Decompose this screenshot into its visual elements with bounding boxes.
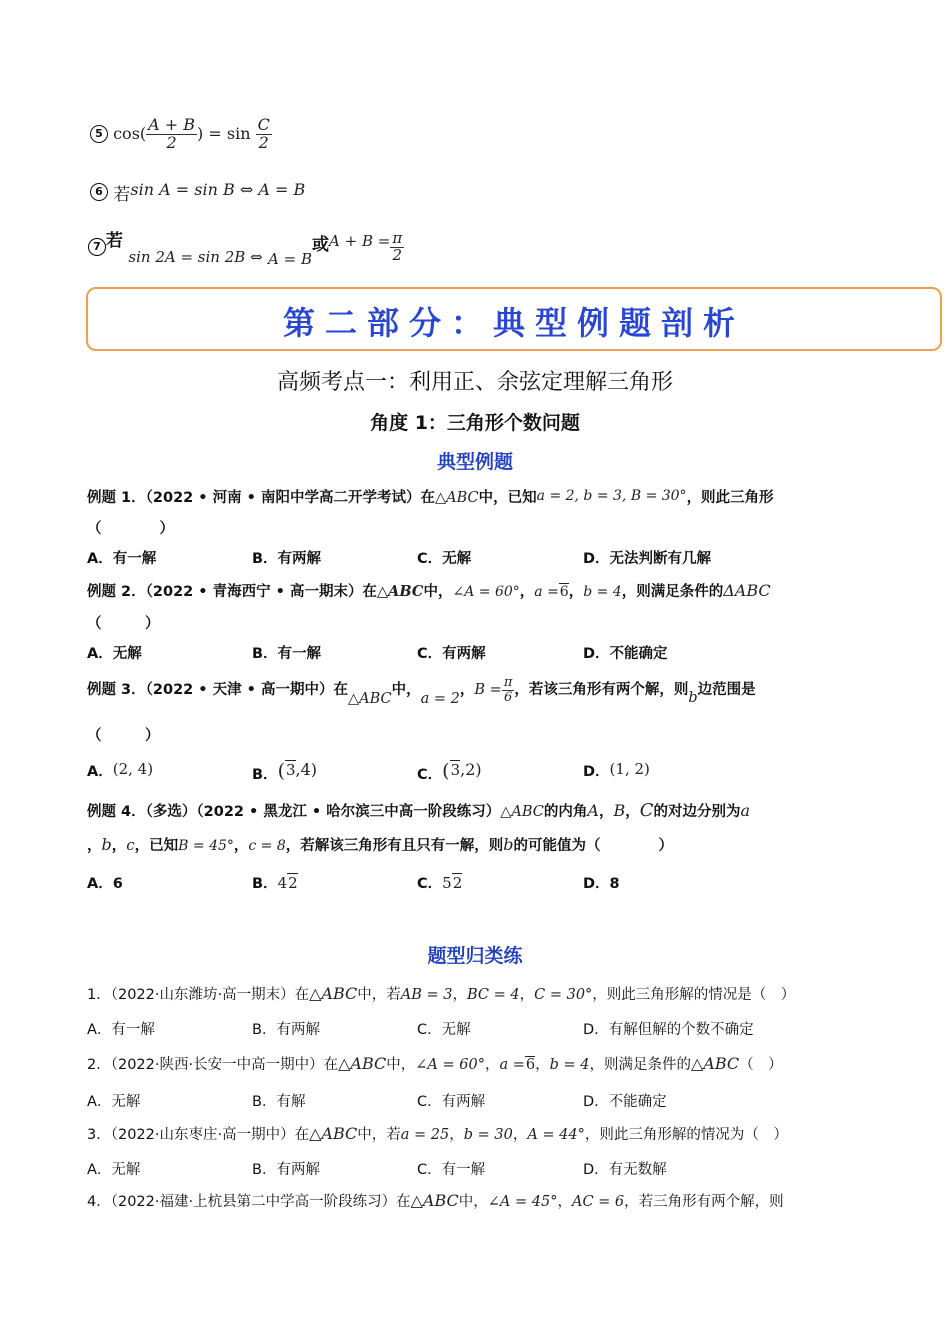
example-3-label: 例题 3． — [87, 682, 146, 699]
practice-2-option-c[interactable]: C．有两解 — [417, 1094, 486, 1110]
practice-1-c3: C = 30° — [534, 987, 593, 1003]
example-3-line: 例题 3．（2022 • 天津 • 高一期中）在△ABC中，a = 2，B = $\frac{\pi}{6}$ ，若该三角形有两个解，则b边范围是 — [87, 675, 756, 708]
example-2-c3: b = 4 — [583, 584, 622, 600]
example-3-option-d[interactable] — [583, 760, 650, 781]
example-4-option-d[interactable] — [583, 872, 620, 893]
practice-2-line: 2．（2022·陕西·长安一中高一期中）在△ABC中，∠A = 60°，a =6，b = 4，则满足条件的△ABC（ ） — [87, 1054, 783, 1073]
example-3-option-c-pre: ( — [442, 760, 450, 782]
practice-4-mid: 中， — [458, 1194, 488, 1210]
example-3-option-d-value: (1, 2) — [609, 760, 650, 778]
example-2-source: （2022 • 青海西宁 • 高一期末）在△ — [145, 584, 389, 600]
formula-5-func: cos( — [113, 123, 147, 143]
example-3-var: b — [688, 690, 698, 707]
formula-5-close: ) — [197, 123, 204, 143]
example-3-option-b-root: 3 — [285, 761, 296, 779]
practice-3-line: 3．（2022·山东枣庄·高一期中）在△ABC中，若a = 25，b = 30，A = 44°，则此三角形解的情况为（ ） — [87, 1124, 788, 1143]
practice-1-c2: BC = 4 — [467, 987, 520, 1003]
practice-2-c3: b = 4 — [549, 1057, 590, 1073]
example-4-line-1: 例题 4．（多选）（2022 • 黑龙江 • 哈尔滨三中高一阶段练习）△ABC的内角A，B，C的对边分别为a — [87, 800, 751, 821]
example-4-tail-2: ，若解该三角形有且只有一解，则 — [285, 838, 504, 854]
example-4-tail-3: 的可能值为（ ） — [513, 838, 674, 854]
formula-7-den: 2 — [392, 245, 403, 264]
example-2-option-c[interactable]: C．有两解 — [417, 646, 486, 662]
formula-7 — [88, 226, 404, 268]
example-3-source: （2022 • 天津 • 高一期中）在 — [145, 682, 348, 699]
example-4-angle-b: B — [613, 801, 626, 820]
practice-2-tri: △ABC — [338, 1054, 387, 1073]
example-4-option-a-value: 6 — [112, 876, 123, 892]
practice-3-option-b[interactable]: B．有两解 — [252, 1162, 320, 1178]
example-4-option-b-letter: B． — [252, 876, 278, 892]
example-3-c2-den: 6 — [503, 689, 513, 705]
example-3-paren: （ ） — [87, 728, 160, 744]
example-4-c1: B = 45° — [178, 838, 234, 854]
example-3-option-b-letter: B． — [252, 767, 278, 783]
example-3-option-b-post: ,4) — [295, 760, 318, 779]
banner-title: 第二部分：典型例题剖析 — [282, 304, 745, 342]
formula-7-or: 或 — [312, 235, 330, 255]
practice-2-tail2: （ ） — [739, 1057, 783, 1073]
formula-5-rfraction — [256, 117, 272, 152]
practice-4-line: 4．（2022·福建·上杭县第二中学高一阶段练习）在△ABC中，∠A = 45°，AC = 6，若三角形有两个解，则 — [87, 1191, 784, 1210]
practice-3-source: （2022·山东枣庄·高一期中）在 — [110, 1127, 310, 1143]
practice-4-num: 4． — [87, 1194, 111, 1210]
example-1-option-b[interactable]: B．有两解 — [252, 551, 322, 567]
circled-number-7: 7 — [88, 238, 106, 256]
example-4-side-a: a — [740, 801, 751, 820]
example-4-known: ，已知 — [134, 838, 179, 854]
example-2-option-d[interactable]: D．不能确定 — [583, 646, 668, 662]
example-3-c1: a = 2 — [420, 691, 460, 708]
example-2-label: 例题 2． — [87, 584, 146, 600]
section-title: 高频考点一：利用正、余弦定理解三角形 — [276, 370, 673, 395]
example-4-c2: c = 8 — [248, 838, 286, 854]
example-4-option-a[interactable] — [87, 872, 123, 893]
example-4-angle-c: C — [639, 800, 654, 821]
example-2-tri: ABC — [388, 583, 424, 600]
example-4-line-2: ，b，c，已知B = 45°，c = 8，若解该三角形有且只有一解，则b的可能值为（ ） — [87, 835, 674, 854]
example-4-option-a-letter: A． — [87, 876, 113, 892]
example-3-option-a[interactable] — [87, 760, 153, 781]
practice-2-mid: 中， — [386, 1057, 416, 1073]
example-2-option-a[interactable]: A．无解 — [87, 646, 142, 662]
example-4-source: （多选）（2022 • 黑龙江 • 哈尔滨三中高一阶段练习） — [145, 804, 501, 820]
example-3-c2: B = — [474, 682, 502, 699]
typical-title: 典型例题 — [436, 451, 513, 473]
practice-1-option-a[interactable]: A．有一解 — [87, 1022, 155, 1038]
practice-title: 题型归类练 — [427, 945, 523, 967]
practice-4-tri: △ABC — [410, 1191, 459, 1210]
example-4-option-c-coef: 5 — [442, 874, 452, 892]
practice-2-c2: a = — [499, 1057, 525, 1073]
example-4-option-c-root: 2 — [452, 874, 463, 892]
formula-7-expr3: A + B = — [329, 232, 391, 250]
example-1-line — [87, 486, 774, 507]
example-4-option-d-value: 8 — [609, 876, 620, 892]
example-4-angle-a: A — [587, 801, 599, 820]
example-3-tri: △ABC — [347, 691, 392, 708]
example-3-option-c-letter: C． — [417, 767, 443, 783]
example-2-c1: ∠A = 60° — [452, 584, 520, 600]
example-3-option-a-letter: A． — [87, 764, 113, 780]
example-2-c2: a = — [534, 584, 559, 600]
formula-5-num: A + B — [148, 115, 196, 134]
practice-2-option-a[interactable]: A．无解 — [87, 1094, 141, 1110]
circled-number-6: 6 — [90, 183, 108, 201]
practice-1-tail: ，则此三角形解的情况是（ ） — [592, 987, 796, 1003]
example-1-mid: 中，已知 — [478, 490, 537, 506]
formula-6-expr: sin A = sin B ⇔ A = B — [130, 180, 306, 199]
example-4-option-c-letter: C． — [417, 876, 443, 892]
example-4-option-d-letter: D． — [583, 876, 610, 892]
practice-1-c1: AB = 3 — [400, 987, 453, 1003]
practice-3-option-a[interactable]: A．无解 — [87, 1162, 141, 1178]
example-1-label: 例题 1． — [87, 490, 146, 506]
practice-4-c2: AC = 6 — [571, 1194, 625, 1210]
angle-title: 角度 1：三角形个数问题 — [370, 412, 580, 434]
formula-6-prefix: 若 — [113, 185, 131, 205]
example-4-option-b-coef: 4 — [277, 874, 288, 892]
example-4-label: 例题 4． — [87, 804, 146, 820]
example-1-option-a[interactable]: A．有一解 — [87, 551, 157, 567]
formula-7-expr2: A = B — [268, 250, 313, 268]
example-3-tail: ，若该三角形有两个解，则 — [514, 682, 689, 699]
practice-1-source: （2022·山东潍坊·高一期末）在 — [110, 987, 310, 1003]
example-4-var: b — [503, 835, 514, 854]
practice-4-source: （2022·福建·上杭县第二中学高一阶段练习）在 — [110, 1194, 411, 1210]
practice-3-c1: a = 25 — [400, 1127, 450, 1143]
formula-5-rnum: C — [257, 115, 270, 134]
example-4-option-b-root: 2 — [288, 874, 298, 892]
formula-5-eq: = sin — [203, 123, 256, 143]
example-2-c2-root: 6 — [559, 584, 569, 600]
formula-5 — [90, 117, 272, 152]
formula-5-den: 2 — [166, 132, 177, 152]
example-1-tail: ，则此三角形 — [686, 490, 774, 506]
practice-3-c2: b = 30 — [463, 1127, 513, 1143]
practice-1-line: 1．（2022·山东潍坊·高一期末）在△ABC中，若AB = 3，BC = 4，C = 30°，则此三角形解的情况是（ ） — [87, 984, 796, 1003]
circled-number-5: 5 — [90, 125, 108, 143]
practice-1-option-b[interactable]: B．有两解 — [252, 1022, 320, 1038]
practice-3-num: 3． — [87, 1127, 111, 1143]
practice-2-c1: ∠A = 60° — [415, 1057, 485, 1073]
practice-1-num: 1． — [87, 987, 111, 1003]
practice-3-option-c[interactable]: C．有一解 — [417, 1162, 486, 1178]
practice-4-tail: ，若三角形有两个解，则 — [624, 1194, 784, 1210]
example-4-mid: 的内角 — [543, 804, 588, 820]
formula-7-prefix: 若 — [106, 231, 123, 251]
practice-1-mid: 中，若 — [357, 987, 401, 1003]
formula-5-rden: 2 — [258, 132, 269, 152]
formula-5-fraction — [146, 117, 197, 152]
example-2-paren: （ ） — [87, 616, 160, 632]
example-1-option-c[interactable]: C．无解 — [417, 551, 472, 567]
example-3-option-c-root: 3 — [450, 761, 461, 779]
example-4-tri: △ABC — [500, 804, 544, 820]
practice-1-option-d[interactable]: D．有解但解的个数不确定 — [583, 1022, 754, 1038]
practice-2-c2-root: 6 — [525, 1057, 536, 1073]
example-1-option-d[interactable]: D．无法判断有几解 — [583, 551, 712, 567]
example-3-mid: 中， — [391, 682, 421, 699]
formula-7-fraction — [390, 228, 404, 264]
example-4-option-b[interactable] — [252, 872, 298, 893]
practice-3-c3: A = 44° — [527, 1127, 585, 1143]
example-3-option-b-pre: ( — [277, 760, 285, 782]
example-2-mid: 中， — [423, 584, 453, 600]
practice-2-source: （2022·陕西·长安一中高一期中）在 — [110, 1057, 339, 1073]
formula-7-expr1: sin 2A = sin 2B ⇔ — [128, 248, 263, 266]
example-3-c2-frac — [502, 676, 515, 704]
example-3-option-c-post: ,2) — [460, 760, 482, 779]
example-2-line: 例题 2．（2022 • 青海西宁 • 高一期末）在△ABC中，∠A = 60°，a =6，b = 4，则满足条件的ΔABC — [87, 581, 771, 600]
practice-3-tri: △ABC — [309, 1124, 358, 1143]
practice-3-option-d[interactable]: D．有无数解 — [583, 1162, 667, 1178]
example-2-option-b[interactable]: B．有一解 — [252, 646, 322, 662]
practice-2-option-d[interactable]: D．不能确定 — [583, 1094, 667, 1110]
practice-1-tri: △ABC — [309, 984, 358, 1003]
example-4-tail: 的对边分别为 — [653, 804, 741, 820]
example-3-c2-num: π — [503, 675, 513, 690]
example-4-side-c: c — [126, 836, 135, 854]
example-1-cond: a = 2, b = 3, B = 30° — [536, 488, 687, 504]
example-3-option-a-value: (2, 4) — [112, 760, 154, 778]
example-1-source: （2022 • 河南 • 南阳中学高二开学考试）在 — [145, 490, 435, 506]
example-2-tail: ，则满足条件的 — [621, 584, 724, 600]
example-3-option-c[interactable] — [417, 760, 482, 784]
example-2-tri2: ΔABC — [723, 581, 771, 600]
formula-6 — [90, 180, 305, 205]
example-4-side-b: b — [101, 835, 112, 854]
part-two-banner — [86, 287, 942, 351]
example-3-tail2: 边范围是 — [697, 682, 756, 699]
example-1-paren: （ ） — [87, 521, 174, 537]
practice-1-option-c[interactable]: C．无解 — [417, 1022, 471, 1038]
practice-4-c1: ∠A = 45° — [487, 1194, 558, 1210]
practice-2-option-b[interactable]: B．有解 — [252, 1094, 306, 1110]
example-1-tri: △ABC — [434, 490, 479, 506]
example-3-option-d-letter: D． — [583, 764, 610, 780]
example-3-option-b[interactable] — [252, 760, 317, 784]
example-4-option-c[interactable] — [417, 872, 462, 893]
practice-2-num: 2． — [87, 1057, 111, 1073]
practice-2-tail: ，则满足条件的 — [589, 1057, 691, 1073]
formula-7-num: π — [392, 228, 403, 247]
practice-3-tail: ，则此三角形解的情况为（ ） — [584, 1127, 788, 1143]
practice-2-tri2: △ABC — [690, 1054, 740, 1073]
practice-3-mid: 中，若 — [357, 1127, 401, 1143]
